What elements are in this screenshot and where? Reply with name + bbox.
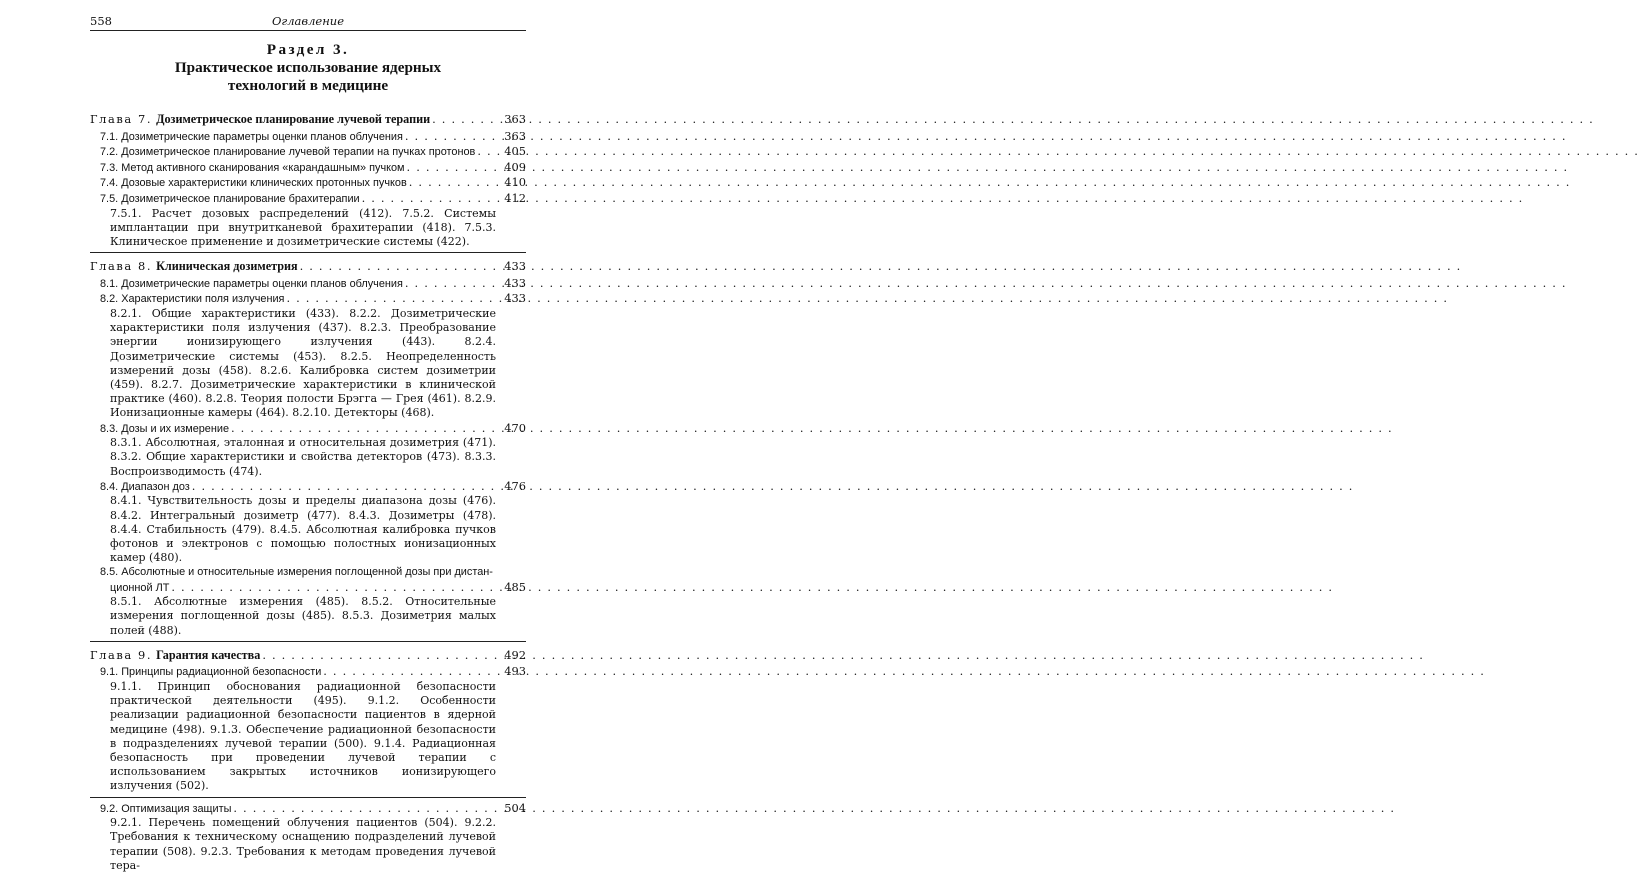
section-title-line2: технологий в медицине [227, 77, 389, 94]
leader-dots [362, 191, 502, 206]
chapter-page: 363 [504, 112, 526, 126]
leader-dots [231, 421, 502, 436]
toc-subitems: 8.4.1. Чувствительность дозы и пределы диапазона дозы (476). 8.4.2. Интегральный дозиметр (477). 8.4.3. Дозиметры (478). 8.4.4. Стабильность (479). 8.4.5. Абсолютная калибровка пучков фотонов и электронов с помощью полостных ионизационных камер (480). [110, 494, 496, 565]
chapter-label: Глава 7. [90, 112, 153, 126]
toc-subitems: 8.5.1. Абсолютные измерения (485). 8.5.2. Относительные измерения поглощенной дозы (485). 8.5.3. Дозиметрия малых полей (488). [110, 595, 496, 637]
page-number: 558 [90, 14, 112, 28]
leader-dots [233, 801, 502, 816]
leader-dots [192, 479, 502, 494]
toc-item[interactable]: 8.4. Диапазон доз . . . 476 [90, 479, 526, 495]
leader-dots [407, 160, 502, 175]
chapter-label: Глава 8. [90, 259, 153, 274]
leader-dots [405, 276, 502, 291]
section-title [90, 41, 526, 95]
toc-item[interactable]: 7.1. Дозиметрические параметры оценки планов облучения . . . 363 [90, 129, 526, 145]
toc-subitems: 8.2.1. Общие характеристики (433). 8.2.2. Дозиметрические характеристики поля излучения (437). 8.2.3. Преобразование энергии ионизирующего излучения (443). 8.2.4. Дозиметрические системы (453). 8.2.5. Неопределенность измерений дозы (458). 8.2.6. Калибровка систем дозиметрии (459). 8.2.7. Дозиметрические характеристики в клинической практике (460). 8.2.8. Теория полости Брэгга — Грея (461). 8.2.9. Ионизационные камеры (464). 8.2.10. Детекторы (468). [110, 306, 496, 420]
leader-dots [432, 112, 502, 127]
toc-item[interactable]: 8.3. Дозы и их измерение . . . 470 [90, 421, 526, 437]
leader-dots [405, 129, 502, 144]
chapter-heading[interactable] [90, 259, 526, 274]
leader-dots [477, 144, 502, 159]
leader-dots [409, 175, 502, 190]
section-title-line1: Практическое использование ядерных [174, 59, 442, 76]
chapter-title: Клиническая дозиметрия [156, 259, 298, 274]
chapter-page: 433 [504, 259, 526, 274]
leader-dots [300, 259, 502, 274]
toc-subitems: 8.3.1. Абсолютная, эталонная и относительная дозиметрия (471). 8.3.2. Общие характеристики и свойства детекторов (473). 8.3.3. Воспроизводимость (474). [110, 436, 496, 478]
chapter-9 [90, 645, 526, 876]
section-label: Раздел 3. [266, 41, 350, 58]
chapter-page: 492 [504, 647, 526, 662]
leader-dots [262, 648, 502, 663]
toc-item[interactable]: 9.1. Принципы радиационной безопасности . . . 493 [90, 664, 526, 680]
page-header [90, 14, 526, 31]
leader-dots [171, 580, 502, 595]
toc-item[interactable]: 8.2. Характеристики поля излучения . . . 433 [90, 291, 526, 307]
toc-item-line1[interactable]: 8.5. Абсолютные и относительные измерения поглощенной дозы при дистан- [100, 566, 493, 579]
chapter-title: Дозиметрическое планирование лучевой терапии [156, 112, 431, 126]
toc-item[interactable]: 7.2. Дозиметрическое планирование лучевой терапии на пучках протонов . . . 405 [90, 144, 526, 160]
toc-item[interactable]: 8.1. Дозиметрические параметры оценки планов облучения . . . 433 [90, 276, 526, 292]
toc-item[interactable]: 7.3. Метод активного сканирования «карандашным» пучком . . . 409 [90, 160, 526, 176]
running-title: Оглавление [271, 14, 345, 28]
toc-item[interactable]: 7.4. Дозовые характеристики клинических протонных пучков . . . 410 [90, 175, 526, 191]
toc-item[interactable]: 9.2. Оптимизация защиты . . . 504 [90, 801, 526, 817]
toc-subitems: 7.5.1. Расчет дозовых распределений (412). 7.5.2. Системы имплантации при внутритканевой брахитерапии (418). 7.5.3. Клиническое применение и дозиметрические системы (422). [110, 206, 496, 248]
leader-dots [323, 664, 502, 679]
chapter-heading[interactable] [90, 112, 526, 127]
leader-dots [286, 291, 502, 306]
chapter-8 [90, 256, 526, 642]
chapter-heading[interactable] [90, 648, 526, 663]
toc-item[interactable]: 7.5. Дозиметрическое планирование брахитерапии . . . 412 [90, 191, 526, 207]
chapter-7 [90, 109, 526, 253]
toc-subitems: 9.1.1. Принцип обоснования радиационной безопасности практической деятельности (495). 9.1.2. Особенности реализации радиационной безопасности пациентов в ядерной медицине (498). 9.1.3. Обеспечение радиационной безопасности в подразделениях лучевой терапии (500). 9.1.4. Радиационная безопасность при проведении лучевой терапии с использованием закрытых источников ионизирующего излучения (502). [110, 679, 496, 793]
toc-item[interactable]: ционной ЛТ . . . 485 [90, 580, 526, 596]
toc-page [90, 14, 526, 879]
chapter-label: Глава 9. [90, 647, 153, 662]
toc-subitems: 9.2.1. Перечень помещений облучения пациентов (504). 9.2.2. Требования к техническому оснащению подразделений лучевой терапии (508). 9.2.3. Требования к методам проведения лучевой тера- [110, 816, 496, 872]
chapter-title: Гарантия качества [156, 647, 261, 662]
